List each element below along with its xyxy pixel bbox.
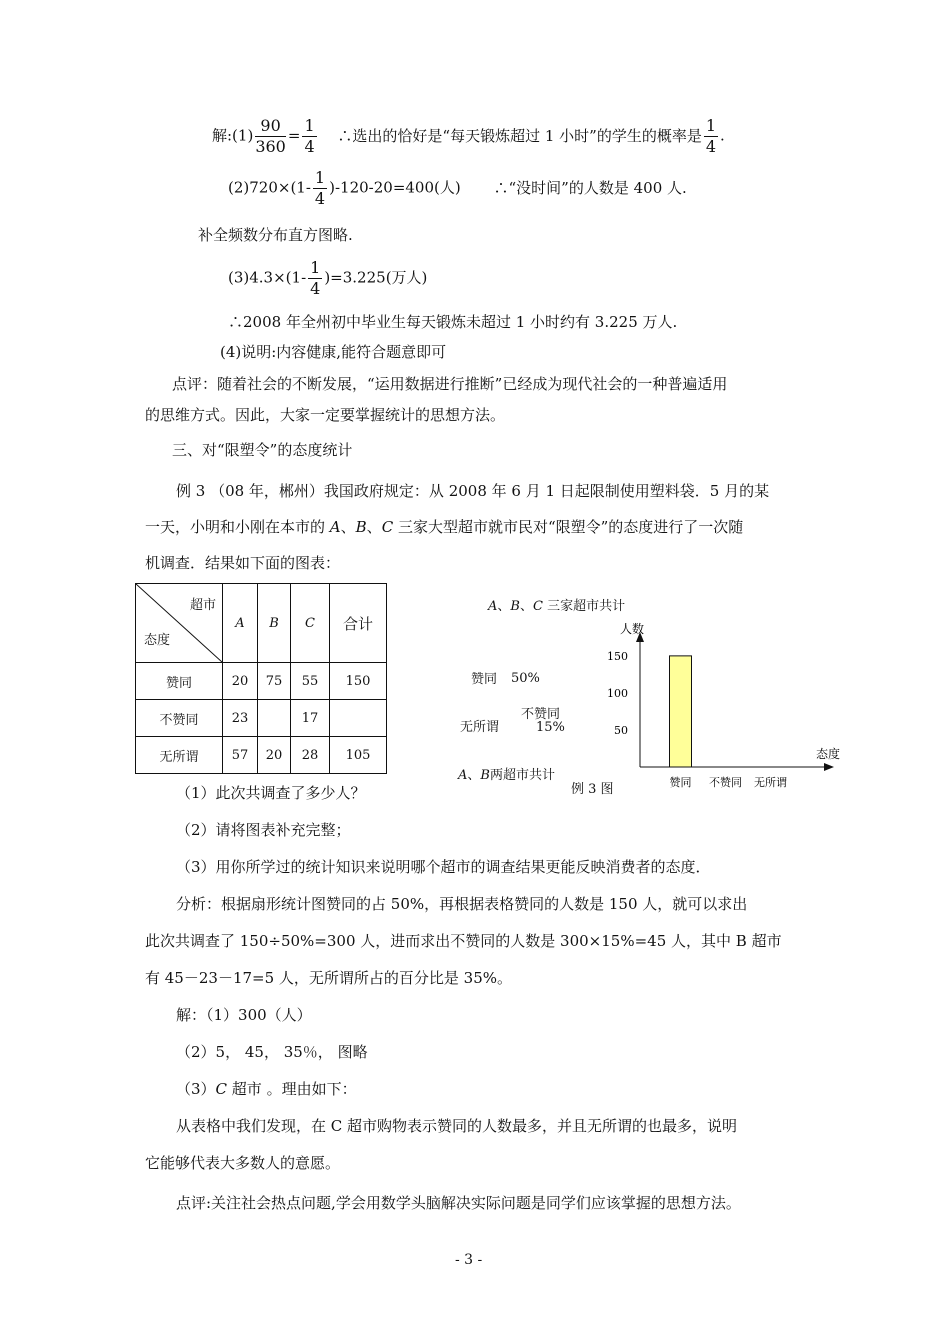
- fraction-1-4: [302, 116, 316, 157]
- question-2: （2）请将图表补充完整；: [176, 821, 351, 839]
- table-cell: 75: [258, 663, 291, 700]
- solution-line-1: [212, 116, 725, 157]
- separator: 、: [497, 599, 511, 614]
- solution-3-part-b: )=3.225(万人): [324, 268, 428, 287]
- fraction-denominator: 4: [304, 137, 315, 156]
- fraction-numerator: 1: [310, 258, 321, 277]
- histogram-note: 补全频数分布直方图略.: [198, 226, 353, 244]
- x-axis-label: 态度: [816, 747, 841, 761]
- pie-disapprove-pct: 15%: [536, 720, 565, 735]
- bar-chart: [590, 610, 870, 800]
- row-label: 无所谓: [136, 737, 223, 774]
- comment-1-line-2: 的思维方式。因此，大家一定要掌握统计的思想方法。: [145, 406, 506, 424]
- var-b: B: [480, 768, 490, 783]
- figure-caption: 例 3 图: [571, 782, 614, 797]
- comment-2: 点评:关注社会热点问题,学会用数学头脑解决实际问题是同学们应该掌握的思想方法。: [176, 1194, 741, 1212]
- solution-4: (4)说明:内容健康,能符合题意即可: [220, 343, 447, 361]
- table-cell: 28: [291, 737, 330, 774]
- solution-2-part-b: )-120-20=400(人): [329, 178, 461, 197]
- example-3-line-2: [145, 517, 743, 537]
- header-a: A: [223, 584, 258, 663]
- var-b: B: [510, 599, 520, 614]
- var-c: C: [215, 1080, 228, 1098]
- fraction-numerator: 90: [255, 116, 286, 137]
- fraction-numerator: 1: [314, 168, 326, 187]
- solution-2-conclusion: ∴“没时间”的人数是 400 人.: [493, 178, 687, 197]
- table-cell: 20: [258, 737, 291, 774]
- example-3-text-a: 一天，小明和小刚在本市的: [145, 518, 330, 536]
- var-a: A: [488, 599, 498, 614]
- pie-disapprove-label: 不赞同: [521, 707, 561, 722]
- pie-neutral-label: 无所谓: [460, 720, 500, 735]
- var-a: A: [458, 768, 468, 783]
- fraction-denominator: 4: [705, 137, 717, 156]
- answer-3-rest: 超市 。理由如下：: [227, 1080, 357, 1098]
- y-axis-label: 人数: [620, 622, 645, 636]
- solution-3-part-a: (3)4.3×(1-: [228, 268, 307, 287]
- answer-1: 解：（1）300（人）: [176, 1006, 312, 1024]
- answer-3-prefix: （3）: [176, 1080, 216, 1098]
- example-3-line-1: 例 3 （08 年，郴州）我国政府规定：从 2008 年 6 月 1 日起限制使用塑料袋．5 月的某: [176, 482, 770, 500]
- row-label: 不赞同: [136, 700, 223, 737]
- solution-1-prefix: 解:(1): [212, 126, 254, 145]
- fraction-90-360: [255, 116, 286, 157]
- table-cell: 105: [330, 737, 387, 774]
- fraction-denominator: 4: [314, 189, 326, 208]
- x-category-label: 无所谓: [754, 776, 787, 789]
- analysis-line-3: 有 45－23－17=5 人，无所谓所占的百分比是 35%。: [145, 969, 513, 987]
- y-tick-label: 100: [607, 686, 628, 700]
- reason-line-1: 从表格中我们发现，在 C 超市购物表示赞同的人数最多，并且无所谓的也最多，说明: [176, 1117, 738, 1135]
- example-3-line-3: 机调查．结果如下面的图表：: [145, 554, 341, 572]
- table-cell: 57: [223, 737, 258, 774]
- var-b: B: [355, 518, 367, 536]
- table-cell: 23: [223, 700, 258, 737]
- solution-3-conclusion: ∴2008 年全州初中毕业生每天锻炼未超过 1 小时约有 3.225 万人.: [228, 313, 678, 331]
- pie-title-rest: 三家超市共计: [542, 599, 626, 614]
- separator: 、: [340, 518, 356, 536]
- var-a: A: [329, 518, 341, 536]
- table-cell: 55: [291, 663, 330, 700]
- page-number: - 3 -: [455, 1252, 483, 1268]
- pie-approve-label: 赞同: [471, 672, 498, 687]
- separator: 、: [467, 768, 481, 783]
- corner-top-label: 超市: [189, 598, 216, 613]
- table-corner-cell: [136, 584, 223, 663]
- question-3: （3）用你所学过的统计知识来说明哪个超市的调查结果更能反映消费者的态度．: [176, 858, 711, 876]
- table-cell: 20: [223, 663, 258, 700]
- fraction-1-4: [308, 258, 322, 299]
- solution-2-part-a: (2)720×(1-: [228, 178, 311, 197]
- answer-2: （2）5， 45， 35％， 图略: [176, 1043, 368, 1061]
- header-b: B: [258, 584, 291, 663]
- x-category-label: 赞同: [669, 776, 692, 789]
- y-tick-label: 150: [607, 649, 628, 663]
- solution-line-3: [228, 258, 427, 299]
- fraction-numerator: 1: [304, 116, 315, 135]
- var-c: C: [381, 518, 394, 536]
- analysis-line-2: 此次共调查了 150÷50%=300 人，进而求出不赞同的人数是 300×15%=45 人，其中 B 超市: [145, 932, 782, 950]
- survey-table: [135, 583, 387, 774]
- table-row: [136, 663, 387, 700]
- table-cell: 17: [291, 700, 330, 737]
- table-row: [136, 700, 387, 737]
- reason-line-2: 它能够代表大多数人的意愿。: [145, 1154, 341, 1172]
- analysis-line-1: 分析：根据扇形统计图赞同的占 50%，再根据表格赞同的人数是 150 人，就可以求出: [176, 895, 748, 913]
- fraction-1-4: [704, 116, 718, 157]
- pie-approve-pct: 50%: [511, 671, 540, 686]
- fraction-1-4: [313, 168, 327, 209]
- x-category-label: 不赞同: [709, 776, 742, 789]
- question-1: （1）此次共调查了多少人？: [176, 784, 366, 802]
- table-cell: [258, 700, 291, 737]
- section-3-heading: 三、对“限塑令”的态度统计: [172, 441, 353, 459]
- fraction-denominator: 360: [255, 137, 286, 156]
- pie-bottom-rest: 两超市共计: [489, 768, 555, 783]
- separator: 、: [519, 599, 533, 614]
- table-cell: [330, 700, 387, 737]
- solution-1-text: ∴选出的恰好是“每天锻炼超过 1 小时”的学生的概率是: [337, 126, 702, 145]
- x-axis-arrow: [824, 763, 834, 771]
- answer-3: [176, 1079, 357, 1099]
- fraction-numerator: 1: [705, 116, 717, 135]
- row-label: 赞同: [136, 663, 223, 700]
- bar-0: [670, 656, 692, 767]
- solution-line-2: [228, 168, 687, 209]
- corner-bottom-label: 态度: [144, 633, 171, 648]
- equals-sign: =: [287, 126, 301, 145]
- example-3-text-b: 三家大型超市就市民对“限塑令”的态度进行了一次随: [393, 518, 744, 536]
- header-total: 合计: [330, 584, 387, 663]
- period: .: [720, 126, 725, 145]
- y-tick-label: 50: [614, 723, 628, 737]
- pie-bottom-title: [458, 764, 555, 783]
- var-c: C: [532, 599, 543, 614]
- table-row: [136, 737, 387, 774]
- comment-1-line-1: 点评：随着社会的不断发展，“运用数据进行推断”已经成为现代社会的一种普遍适用: [172, 375, 728, 393]
- header-c: C: [291, 584, 330, 663]
- separator: 、: [366, 518, 382, 536]
- table-cell: 150: [330, 663, 387, 700]
- fraction-denominator: 4: [310, 279, 321, 298]
